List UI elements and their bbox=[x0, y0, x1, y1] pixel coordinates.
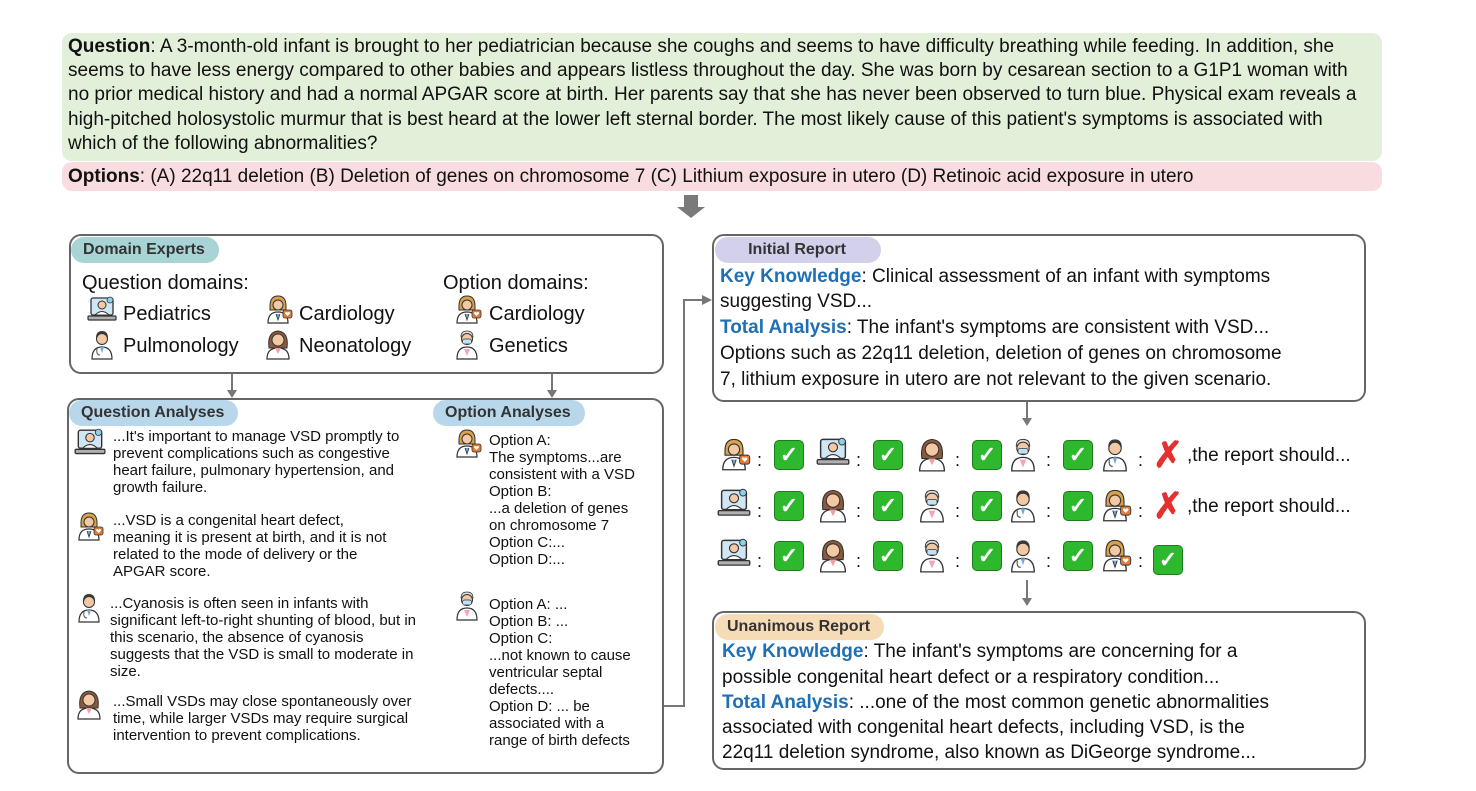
option-analysis-2-line-3: Option C: bbox=[489, 630, 553, 647]
domain-cardiology: Cardiology bbox=[299, 303, 395, 325]
check-icon: ✓ bbox=[972, 541, 1002, 571]
cardiology-doctor-icon bbox=[262, 293, 294, 325]
vote-genetics-doctor-icon bbox=[1005, 436, 1041, 472]
domain-experts-tag: Domain Experts bbox=[71, 237, 219, 263]
vote-colon: : bbox=[856, 551, 862, 571]
neonatology-analysis-icon bbox=[73, 688, 105, 720]
question-body: : A 3-month-old infant is brought to her pediatrician because she coughs and seems to have difficulty breathing while feeding. In addition, she seems to have less energy compared to other babies and appears listless throughout the day. She was born by cesarean section to a G1P1 woman with no prior medical history and had a normal APGAR score at birth. Her parents say that she has never been observed to turn blue. Physical exam reveals a high-pitched holosystolic murmur that is best heard at the lower left sternal border. The most likely cause of this patient's symptoms is associated with which of the following abnormalities? bbox=[68, 36, 1357, 154]
domain-pediatrics: Pediatrics bbox=[123, 303, 211, 325]
initial-total-line-1 bbox=[720, 316, 1269, 340]
initial-key-line-2: suggesting VSD... bbox=[720, 291, 873, 312]
check-icon: ✓ bbox=[873, 541, 903, 571]
vote-colon: : bbox=[955, 450, 961, 470]
vote-colon: : bbox=[757, 501, 763, 521]
genetics-doctor-icon bbox=[451, 328, 483, 360]
vote-colon: : bbox=[1138, 551, 1144, 571]
vote-neonatology-doctor-icon bbox=[815, 537, 851, 573]
option-genetics-analysis-icon bbox=[451, 589, 483, 621]
options-body: : (A) 22q11 deletion (B) Deletion of genes on chromosome 7 (C) Lithium exposure in utero (D) Retinoic acid exposure in utero bbox=[139, 166, 1194, 187]
arrow-analyses-to-report bbox=[661, 300, 704, 706]
cardiology-analysis-icon bbox=[73, 510, 105, 542]
check-icon: ✓ bbox=[774, 541, 804, 571]
vote-pediatrics-doctor-icon bbox=[716, 487, 752, 523]
vote-pediatrics-doctor-icon bbox=[716, 537, 752, 573]
option-analysis-2-line-5: ventricular septal bbox=[489, 664, 603, 681]
option-analysis-1-line-3: consistent with a VSD bbox=[489, 466, 635, 483]
pulmonology-doctor-icon bbox=[86, 328, 118, 360]
initial-total-line-2: Options such as 22q11 deletion, deletion of genes on chromosome bbox=[720, 343, 1282, 364]
option-analysis-1-line-5: ...a deletion of genes bbox=[489, 500, 629, 517]
check-icon: ✓ bbox=[1063, 541, 1093, 571]
option-cardiology-analysis-icon bbox=[451, 427, 483, 459]
option-analysis-1-line-7: Option C:... bbox=[489, 534, 565, 551]
vote-colon: : bbox=[1046, 450, 1052, 470]
vote-genetics-doctor-icon bbox=[914, 537, 950, 573]
arrow-right-head bbox=[547, 390, 557, 398]
arrow-left-head bbox=[227, 390, 237, 398]
arrow-report-votes-head bbox=[1022, 418, 1032, 426]
neonatology-doctor-icon bbox=[262, 328, 294, 360]
initial-total-text: : The infant's symptoms are consistent with VSD... bbox=[846, 317, 1270, 338]
vote-pulmonology-doctor-icon bbox=[1005, 487, 1041, 523]
vote-colon: : bbox=[1046, 551, 1052, 571]
check-icon: ✓ bbox=[1153, 545, 1183, 575]
option-domain-genetics: Genetics bbox=[489, 335, 568, 357]
initial-key-text: : Clinical assessment of an infant with symptoms bbox=[861, 266, 1271, 287]
option-analysis-1-line-1: Option A: bbox=[489, 432, 551, 449]
unanimous-key-line-2: possible congenital heart defect or a respiratory condition... bbox=[722, 667, 1220, 688]
vote-colon: : bbox=[1138, 501, 1144, 521]
main-down-arrow bbox=[677, 195, 705, 218]
vote-cardiology-doctor-icon bbox=[716, 436, 752, 472]
option-analyses-tag: Option Analyses bbox=[433, 400, 585, 426]
option-analysis-1-line-4: Option B: bbox=[489, 483, 552, 500]
question-label: Question bbox=[68, 36, 151, 57]
domain-neonatology: Neonatology bbox=[299, 335, 412, 357]
option-analysis-1-line-6: on chromosome 7 bbox=[489, 517, 610, 534]
initial-report-tag: Initial Report bbox=[715, 237, 881, 263]
vote-cardiology-doctor-icon bbox=[1097, 537, 1133, 573]
options-label: Options bbox=[68, 166, 140, 187]
arrow-votes-unan-head bbox=[1022, 598, 1032, 606]
vote-cardiology-doctor-icon bbox=[1097, 487, 1133, 523]
unanimous-report-tag: Unanimous Report bbox=[715, 614, 884, 640]
vote-pediatrics-doctor-icon bbox=[815, 436, 851, 472]
check-icon: ✓ bbox=[774, 440, 804, 470]
vote-colon: : bbox=[856, 501, 862, 521]
vote-colon: : bbox=[955, 501, 961, 521]
vote-pulmonology-doctor-icon bbox=[1097, 436, 1133, 472]
option-analysis-2-line-9: range of birth defects bbox=[489, 732, 630, 749]
arrow-report-head bbox=[702, 295, 712, 305]
option-analysis-block-2 bbox=[489, 596, 664, 749]
pediatrics-analysis-icon bbox=[73, 427, 107, 461]
unanimous-key-text: : The infant's symptoms are concerning for a bbox=[863, 641, 1238, 662]
check-icon: ✓ bbox=[1063, 440, 1093, 470]
option-domain-cardiology: Cardiology bbox=[489, 303, 585, 325]
vote-genetics-doctor-icon bbox=[914, 487, 950, 523]
initial-total-label: Total Analysis bbox=[720, 317, 847, 338]
unanimous-total-line-3: 22q11 deletion syndrome, also known as DiGeorge syndrome... bbox=[722, 742, 1257, 763]
vote-feedback-text: ,the report should... bbox=[1187, 496, 1351, 517]
vote-colon: : bbox=[757, 551, 763, 571]
vote-colon: : bbox=[1046, 501, 1052, 521]
check-icon: ✓ bbox=[774, 491, 804, 521]
option-analysis-2-line-6: defects.... bbox=[489, 681, 555, 698]
option-analysis-1-line-2: The symptoms...are bbox=[489, 449, 622, 466]
vote-neonatology-doctor-icon bbox=[914, 436, 950, 472]
unanimous-total-text: : ...one of the most common genetic abnormalities bbox=[848, 692, 1270, 713]
vote-neonatology-doctor-icon bbox=[815, 487, 851, 523]
vote-colon: : bbox=[1138, 450, 1144, 470]
unanimous-total-line-2: associated with congenital heart defects, including VSD, is the bbox=[722, 717, 1245, 738]
pediatrics-doctor-icon bbox=[86, 295, 118, 327]
option-domains-title: Option domains: bbox=[443, 272, 589, 294]
option-analysis-2-line-7: Option D: ... be bbox=[489, 698, 590, 715]
pulmonology-analysis-icon bbox=[73, 591, 105, 623]
check-icon: ✓ bbox=[972, 491, 1002, 521]
unanimous-key-line-1 bbox=[722, 640, 1237, 664]
option-analysis-2-line-8: associated with a bbox=[489, 715, 605, 732]
check-icon: ✓ bbox=[873, 491, 903, 521]
check-icon: ✓ bbox=[972, 440, 1002, 470]
initial-total-line-3: 7, lithium exposure in utero are not relevant to the given scenario. bbox=[720, 369, 1272, 390]
option-analysis-2-line-2: Option B: ... bbox=[489, 613, 569, 630]
cross-icon: ✗ bbox=[1153, 434, 1184, 475]
option-analysis-block-1 bbox=[489, 432, 664, 568]
option-cardiology-doctor-icon bbox=[451, 293, 483, 325]
vote-pulmonology-doctor-icon bbox=[1005, 537, 1041, 573]
question-analysis-1: ...It's important to manage VSD promptly to prevent complications such as congestive heart failure, pulmonary hypertension, and growth failure. bbox=[113, 428, 400, 496]
question-analysis-2: ...VSD is a congenital heart defect, meaning it is present at birth, and it is not related to the mode of delivery or the APGAR score. bbox=[113, 512, 387, 580]
cross-icon: ✗ bbox=[1153, 485, 1184, 526]
question-analysis-3: ...Cyanosis is often seen in infants with significant left-to-right shunting of blood, but in this scenario, the absence of cyanosis suggests that the VSD is small to moderate in size. bbox=[110, 595, 417, 680]
option-analysis-2-line-1: Option A: ... bbox=[489, 596, 568, 613]
unanimous-key-label: Key Knowledge bbox=[722, 641, 864, 662]
initial-key-line-1 bbox=[720, 265, 1270, 289]
check-icon: ✓ bbox=[873, 440, 903, 470]
vote-colon: : bbox=[856, 450, 862, 470]
option-analysis-1-line-8: Option D:... bbox=[489, 551, 565, 568]
question-analysis-4: ...Small VSDs may close spontaneously over time, while larger VSDs may require surgical intervention to prevent complications. bbox=[113, 693, 412, 744]
check-icon: ✓ bbox=[1063, 491, 1093, 521]
vote-colon: : bbox=[955, 551, 961, 571]
domain-pulmonology: Pulmonology bbox=[123, 335, 239, 357]
vote-colon: : bbox=[757, 450, 763, 470]
vote-feedback-text: ,the report should... bbox=[1187, 445, 1351, 466]
option-analysis-2-line-4: ...not known to cause bbox=[489, 647, 631, 664]
initial-key-label: Key Knowledge bbox=[720, 266, 862, 287]
question-analyses-tag: Question Analyses bbox=[69, 400, 238, 426]
unanimous-total-line-1 bbox=[722, 691, 1269, 715]
question-domains-title: Question domains: bbox=[82, 272, 249, 294]
unanimous-total-label: Total Analysis bbox=[722, 692, 849, 713]
